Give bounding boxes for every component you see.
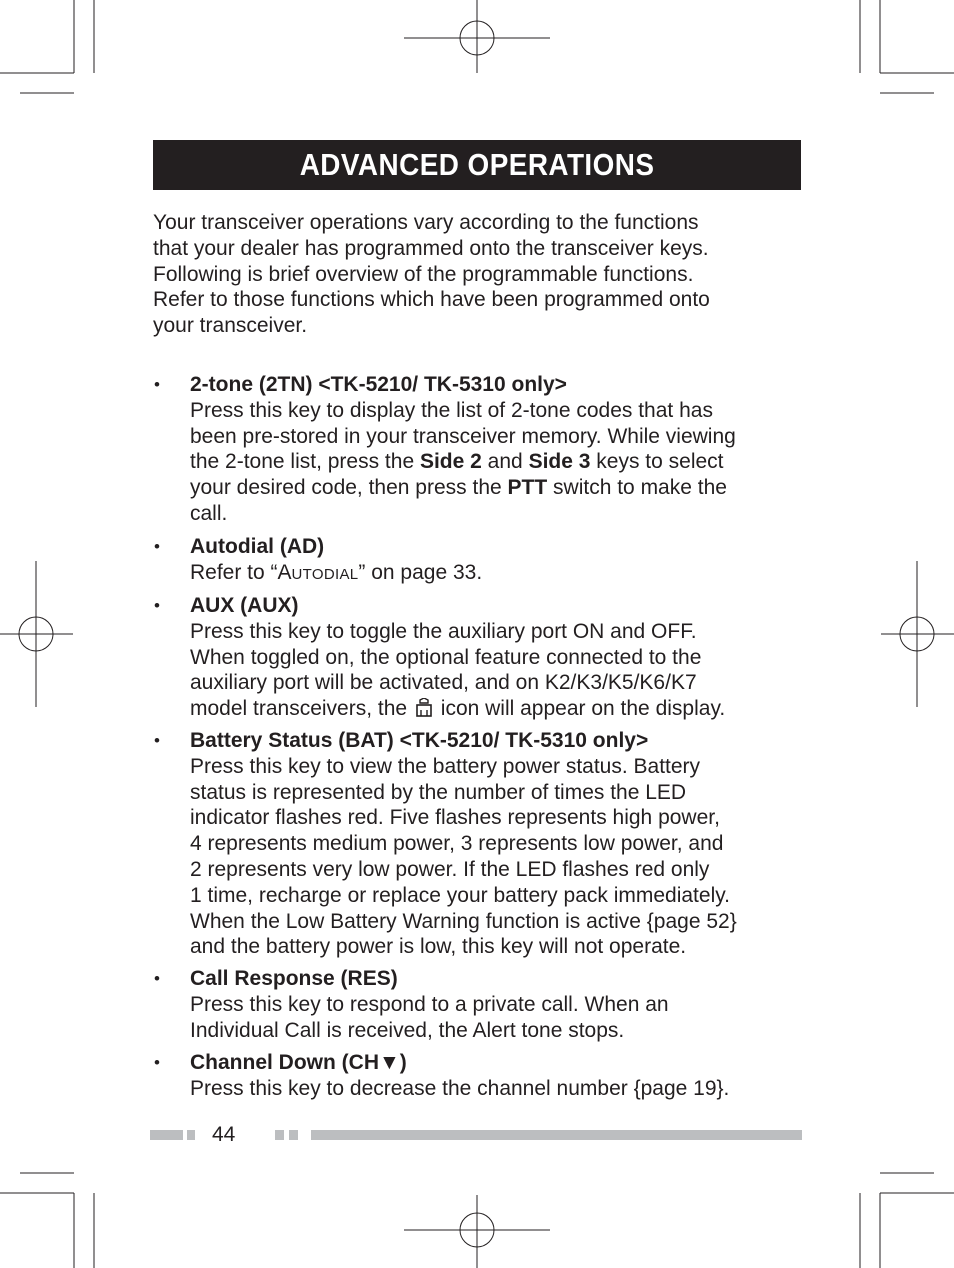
footer-bar xyxy=(187,1130,195,1140)
item-text: Refer to “AUTODIAL” on page 33. xyxy=(190,560,483,584)
list-item-channel-down xyxy=(154,1050,805,1102)
item-text: Individual Call is received, the Alert tone stops. xyxy=(190,1018,625,1042)
item-text: and the battery power is low, this key will not operate. xyxy=(190,935,687,959)
item-text: been pre-stored in your transceiver memory. While viewing xyxy=(190,424,736,448)
item-text: your desired code, then press the PTT switch to make the xyxy=(190,476,727,500)
item-heading: Battery Status (BAT) <TK-5210/ TK-5310 only> xyxy=(190,729,649,752)
intro-line: that your dealer has programmed onto the transceiver keys. xyxy=(153,236,709,260)
item-text: Press this key to view the battery power status. Battery xyxy=(190,754,701,778)
section-banner xyxy=(153,140,801,190)
footer-bar xyxy=(311,1130,802,1140)
item-heading: AUX (AUX) xyxy=(190,594,299,617)
item-heading: Channel Down (CH▼) xyxy=(190,1051,407,1074)
intro-line: your transceiver. xyxy=(153,314,308,338)
list-item-call-response xyxy=(154,966,805,1043)
item-heading: Autodial (AD) xyxy=(190,535,325,558)
item-text: 4 represents medium power, 3 represents low power, and xyxy=(190,832,724,856)
item-text: Press this key to decrease the channel number {page 19}. xyxy=(190,1076,730,1100)
intro-line: Following is brief overview of the programmable functions. xyxy=(153,262,694,286)
item-heading: Call Response (RES) xyxy=(190,967,398,990)
item-text: Press this key to respond to a private call. When an xyxy=(190,992,669,1016)
item-text: auxiliary port will be activated, and on K2/K3/K5/K6/K7 xyxy=(190,671,697,695)
item-text: the 2-tone list, press the Side 2 and Side 3 keys to select xyxy=(190,450,724,474)
intro-line: Refer to those functions which have been programmed onto xyxy=(153,288,710,312)
list-item-2-tone xyxy=(154,372,805,527)
bullet-icon: • xyxy=(154,969,160,988)
item-heading: 2-tone (2TN) <TK-5210/ TK-5310 only> xyxy=(190,373,567,396)
key-name: Side 2 xyxy=(419,450,482,474)
footer-bar xyxy=(150,1130,183,1140)
bullet-icon: • xyxy=(154,537,160,556)
aux-port-icon xyxy=(415,698,433,718)
item-text: When toggled on, the optional feature connected to the xyxy=(190,645,702,669)
item-text: 2 represents very low power. If the LED flashes red only xyxy=(190,857,710,881)
page-title: ADVANCED OPERATIONS xyxy=(299,147,655,182)
item-text: call. xyxy=(190,501,228,525)
bullet-icon: • xyxy=(154,1053,160,1072)
footer-bar xyxy=(275,1130,284,1140)
key-name: PTT xyxy=(507,476,548,500)
cross-reference: UTODIAL xyxy=(291,565,359,583)
list-item-autodial xyxy=(154,534,805,588)
item-text: model transceivers, the icon will appear on the display. xyxy=(190,697,726,721)
page-number: 44 xyxy=(212,1123,236,1146)
item-text: Press this key to toggle the auxiliary port ON and OFF. xyxy=(190,619,697,643)
intro-paragraph xyxy=(153,210,803,339)
item-text: indicator flashes red. Five flashes represents high power, xyxy=(190,806,720,830)
list-item-battery-status xyxy=(154,728,805,960)
list-item-aux xyxy=(154,593,805,722)
bullet-icon: • xyxy=(154,375,160,394)
item-text: status is represented by the number of times the LED xyxy=(190,780,687,804)
item-text: Press this key to display the list of 2-tone codes that has xyxy=(190,398,713,422)
key-name: Side 3 xyxy=(528,450,591,474)
item-text: 1 time, recharge or replace your battery pack immediately. xyxy=(190,883,731,907)
bullet-icon: • xyxy=(154,731,160,750)
intro-line: Your transceiver operations vary according to the functions xyxy=(153,211,699,234)
item-text: When the Low Battery Warning function is active {page 52} xyxy=(190,909,737,933)
bullet-icon: • xyxy=(154,596,160,615)
footer-bar xyxy=(289,1130,298,1140)
